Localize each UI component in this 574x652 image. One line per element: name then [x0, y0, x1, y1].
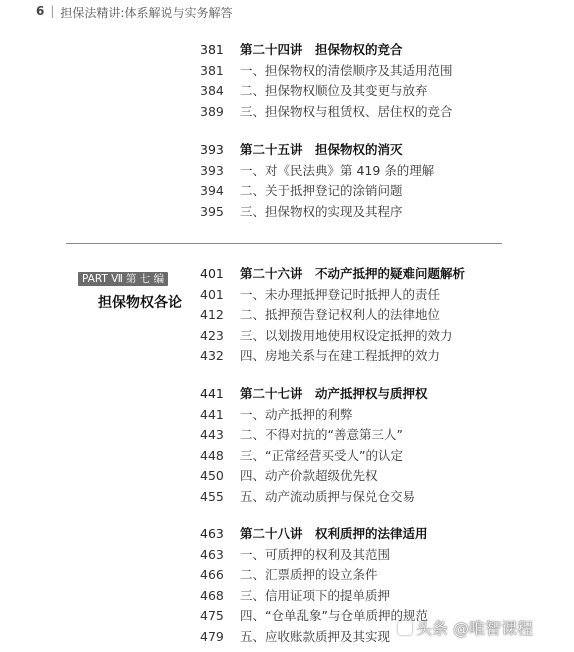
toc-item-row[interactable]: [200, 405, 540, 426]
toc-section: [200, 384, 540, 507]
toc-item-title: 二、不得对抗的“善意第三人”: [240, 427, 403, 442]
toc-chapter-title: 第二十八讲 权利质押的法律适用: [240, 526, 428, 541]
toc-page-number: 475: [200, 608, 224, 623]
toc-item-row[interactable]: [200, 487, 540, 508]
part-heading: [78, 267, 188, 312]
toc-item-title: 四、房地关系与在建工程抵押的效力: [240, 348, 441, 363]
toc-page-number: 423: [200, 327, 224, 343]
toc-item-row[interactable]: [200, 425, 540, 446]
watermark-text: 头条 @唯智课程: [416, 619, 534, 638]
part-divider: [66, 243, 502, 244]
toc-chapter-row[interactable]: [200, 264, 540, 285]
part-tag-latin: PART Ⅶ: [82, 273, 123, 285]
toc-item-title: 三、担保物权与租赁权、居住权的竞合: [240, 103, 453, 119]
toc-item-title: 一、可质押的权利及其范围: [240, 546, 391, 562]
toc-page-number: 381: [200, 42, 224, 57]
toc-page-number: 393: [200, 142, 224, 157]
toc-item-row[interactable]: [200, 305, 540, 326]
toc-item-title: 三、信用证项下的提单质押: [240, 587, 391, 603]
toc-page-number: 468: [200, 587, 224, 603]
toc-item-title: 一、对《民法典》第 419 条的理解: [240, 162, 435, 178]
toc-page-number: 384: [200, 83, 224, 98]
toc-item-title: 三、担保物权的实现及其程序: [240, 203, 403, 219]
toc-chapter-title: 第二十四讲 担保物权的竞合: [240, 42, 403, 57]
toc-item-row[interactable]: [200, 565, 540, 586]
toc-item-title: 三、“正常经营买受人”的认定: [240, 447, 403, 463]
toc-item-row[interactable]: [200, 181, 540, 202]
part-tag-cn: 第 七 编: [125, 273, 165, 285]
toc-item-title: 五、应收账款质押及其实现: [240, 628, 391, 644]
toc-item-row[interactable]: [200, 466, 540, 487]
toc-page-number: 401: [200, 266, 224, 281]
toc-chapter-row[interactable]: [200, 140, 540, 161]
toc-item-title: 二、汇票质押的设立条件: [240, 567, 378, 582]
toc-item-row[interactable]: [200, 446, 540, 467]
toc-page-number: 466: [200, 567, 224, 582]
toc-item-title: 三、以划拨用地使用权设定抵押的效力: [240, 327, 453, 343]
toc-item-title: 五、动产流动质押与保兑仓交易: [240, 488, 416, 504]
toc-chapter-row[interactable]: [200, 384, 540, 405]
part-title: 担保物权各论: [98, 295, 182, 311]
toc-page-number: 450: [200, 468, 224, 483]
toc-chapter-row[interactable]: [200, 40, 540, 61]
running-header: [36, 4, 232, 21]
toc-item-row[interactable]: [200, 81, 540, 102]
toc-page-number: 401: [200, 286, 224, 302]
toc-chapter-title: 第二十六讲 不动产抵押的疑难问题解析: [240, 266, 466, 281]
toc-section: [200, 264, 540, 367]
toc-section: [200, 140, 540, 222]
toc-section: [200, 40, 540, 122]
toc-page-number: 441: [200, 406, 224, 422]
book-title: 担保法精讲:体系解说与实务解答: [60, 6, 233, 20]
watermark: [398, 616, 533, 639]
toc-page-number: 463: [200, 526, 224, 541]
watermark-logo-icon: [398, 621, 412, 635]
toc-item-row[interactable]: [200, 61, 540, 82]
toc-item-title: 四、动产价款超级优先权: [240, 468, 378, 483]
toc-page-number: 443: [200, 427, 224, 442]
toc-chapter-row[interactable]: [200, 524, 540, 545]
toc-page-number: 479: [200, 628, 224, 644]
toc-page-number: 394: [200, 183, 224, 198]
toc-page-number: 389: [200, 103, 224, 119]
toc-item-title: 二、抵押预告登记权利人的法律地位: [240, 307, 441, 322]
toc-item-row[interactable]: [200, 326, 540, 347]
toc-item-title: 二、关于抵押登记的涂销问题: [240, 183, 403, 198]
toc-item-title: 四、“仓单乱象”与仓单质押的规范: [240, 608, 428, 623]
toc-item-row[interactable]: [200, 285, 540, 306]
part-tag: [78, 272, 168, 286]
toc-page-number: 412: [200, 307, 224, 322]
toc-item-row[interactable]: [200, 102, 540, 123]
toc-chapter-title: 第二十七讲 动产抵押权与质押权: [240, 386, 428, 401]
toc-page-number: 455: [200, 488, 224, 504]
toc-item-row[interactable]: [200, 586, 540, 607]
toc-page-number: 395: [200, 203, 224, 219]
toc-item-row[interactable]: [200, 161, 540, 182]
toc-item-row[interactable]: [200, 202, 540, 223]
toc-chapter-title: 第二十五讲 担保物权的消灭: [240, 142, 403, 157]
toc-page-number: 381: [200, 62, 224, 78]
page-number: 6: [36, 4, 45, 18]
toc-item-row[interactable]: [200, 545, 540, 566]
toc-item-row[interactable]: [200, 346, 540, 367]
toc-item-title: 二、担保物权顺位及其变更与放弃: [240, 83, 428, 98]
toc-item-title: 一、担保物权的清偿顺序及其适用范围: [240, 62, 453, 78]
toc-page-number: 463: [200, 546, 224, 562]
header-separator: |: [50, 4, 55, 18]
toc-page-number: 448: [200, 447, 224, 463]
toc-page-number: 441: [200, 386, 224, 401]
toc-item-title: 一、未办理抵押登记时抵押人的责任: [240, 286, 441, 302]
toc-item-title: 一、动产抵押的利弊: [240, 406, 353, 422]
toc-page-number: 393: [200, 162, 224, 178]
toc-page-number: 432: [200, 348, 224, 363]
